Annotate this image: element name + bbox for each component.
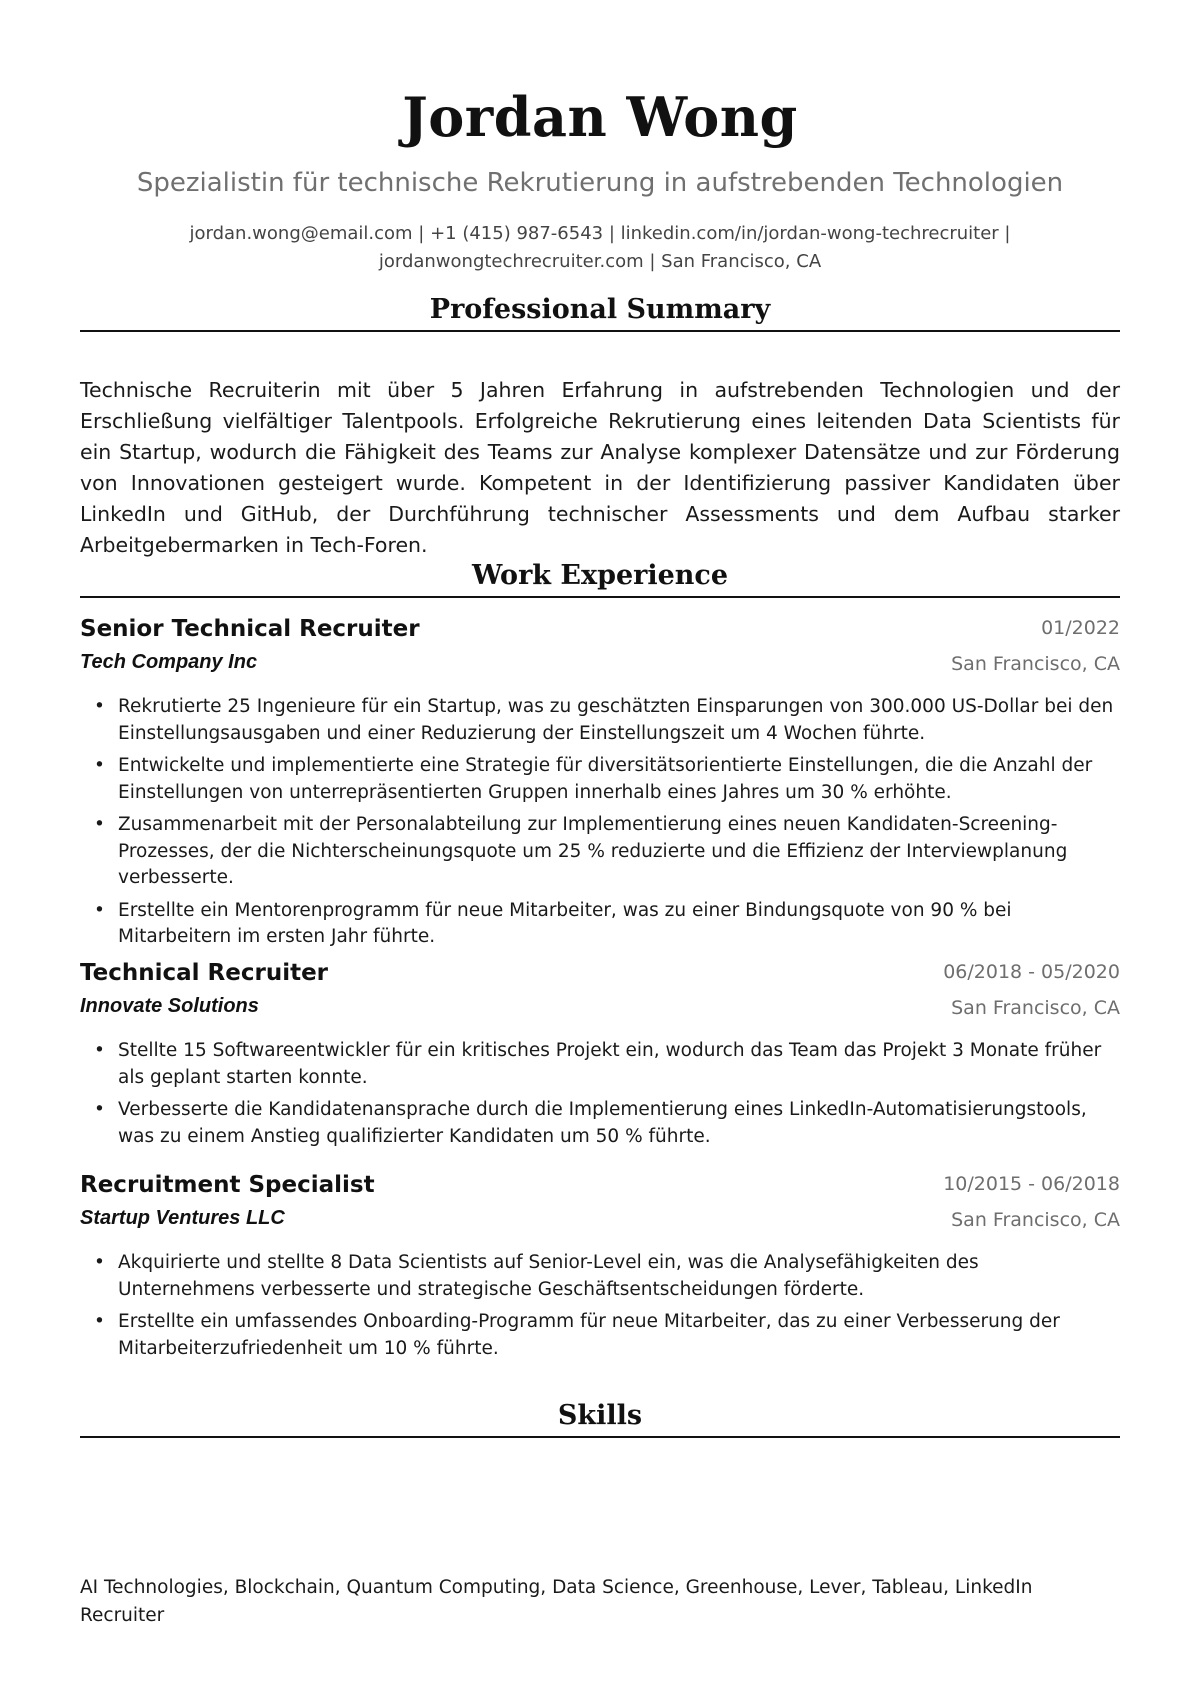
job-date: 06/2018 - 05/2020	[943, 961, 1120, 983]
section-title-summary: Professional Summary	[429, 294, 771, 325]
job-bullets	[80, 1250, 1120, 1368]
section-divider	[80, 596, 1120, 598]
job-bullets	[80, 694, 1120, 957]
job-bullet: • Zusammenarbeit mit der Personalabteilung zur Implementierung eines neuen Kandidaten-Screening-Prozesses, der die Nichterscheinungsquote um 25 % reduzierte und die Effizienz der Interviewplanung verbesserte.	[94, 814, 1068, 888]
job-title: Recruitment Specialist	[80, 1172, 375, 1198]
job-title: Senior Technical Recruiter	[80, 616, 420, 642]
job-location: San Francisco, CA	[951, 997, 1120, 1019]
job-company: Tech Company Inc	[80, 651, 258, 673]
job-date: 01/2022	[1041, 617, 1120, 639]
section-title-experience: Work Experience	[471, 560, 729, 591]
section-divider	[80, 330, 1120, 332]
job-bullet: • Erstellte ein Mentorenprogramm für neue Mitarbeiter, was zu einer Bindungsquote von 90 % bei Mitarbeitern im ersten Jahr führte.	[94, 899, 1012, 947]
summary-text: Technische Recruiterin mit über 5 Jahren Erfahrung in aufstrebenden Technologien und der Erschließung vielfältiger Talentpools. Erfolgreiche Rekrutierung eines leitenden Data Scientists für ein Startup, wodurch die Fähigkeit des Teams zur Analyse komplexer Datensätze und zur Förderung von Innovationen gesteigert wurde. Kompetent in der Identifizierung passiver Kandidaten über LinkedIn und GitHub, der Durchführung technischer Assessments und dem Aufbau starker Arbeitgebermarken in Tech-Foren.	[80, 378, 1120, 557]
job-company: Innovate Solutions	[80, 995, 259, 1017]
job-company: Startup Ventures LLC	[80, 1207, 285, 1229]
job-location: San Francisco, CA	[951, 653, 1120, 675]
job-date: 10/2015 - 06/2018	[943, 1173, 1120, 1195]
job-bullet: • Erstellte ein umfassendes Onboarding-Programm für neue Mitarbeiter, das zu einer Verbesserung der Mitarbeiterzufriedenheit um 10 % führte.	[94, 1311, 1060, 1359]
section-divider	[80, 1436, 1120, 1438]
contact-info	[80, 220, 1120, 276]
contact-line-2: jordanwongtechrecruiter.com | San Francisco, CA	[378, 251, 822, 272]
job-location: San Francisco, CA	[951, 1209, 1120, 1231]
candidate-tagline: Spezialistin für technische Rekrutierung in aufstrebenden Technologien	[136, 168, 1064, 198]
job-bullets	[80, 1038, 1120, 1156]
candidate-name: Jordan Wong	[402, 85, 798, 149]
job-bullet: • Rekrutierte 25 Ingenieure für ein Startup, was zu geschätzten Einsparungen von 300.000 US-Dollar bei den Einstellungsausgaben und einer Reduzierung der Einstellungszeit um 4 Wochen führte.	[94, 696, 1114, 744]
job-bullet: • Verbesserte die Kandidatenansprache durch die Implementierung eines LinkedIn-Automatisierungstools, was zu einem Anstieg qualifizierter Kandidaten um 50 % führte.	[94, 1099, 1087, 1147]
job-bullet: • Akquirierte und stellte 8 Data Scientists auf Senior-Level ein, was die Analysefähigkeiten des Unternehmens verbesserte und strategische Geschäftsentscheidungen förderte.	[94, 1252, 979, 1300]
job-bullet: • Entwickelte und implementierte eine Strategie für diversitätsorientierte Einstellungen, die die Anzahl der Einstellungen von unterrepräsentierten Gruppen innerhalb eines Jahres um 30 % erhöhte.	[94, 755, 1093, 803]
contact-line-1: jordan.wong@email.com | +1 (415) 987-6543 | linkedin.com/in/jordan-wong-techrecruiter |	[189, 223, 1011, 244]
section-title-skills: Skills	[557, 1400, 643, 1431]
skills-list: AI Technologies, Blockchain, Quantum Computing, Data Science, Greenhouse, Lever, Tableau, LinkedIn Recruiter	[80, 1577, 1033, 1626]
job-bullet: • Stellte 15 Softwareentwickler für ein kritisches Projekt ein, wodurch das Team das Projekt 3 Monate früher als geplant starten konnte.	[94, 1040, 1102, 1088]
job-title: Technical Recruiter	[80, 960, 329, 986]
